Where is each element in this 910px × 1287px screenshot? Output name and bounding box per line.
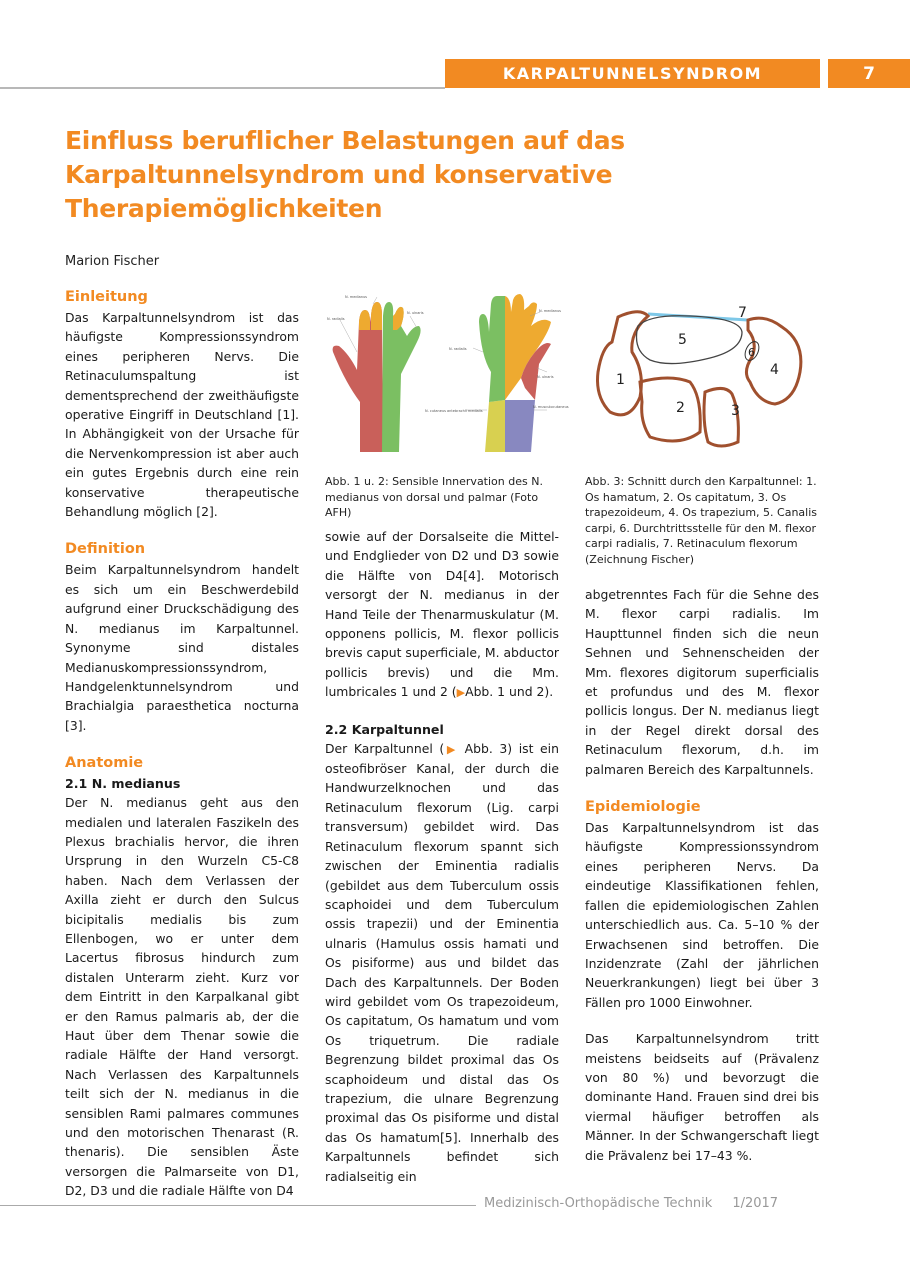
bone-2 bbox=[640, 378, 700, 441]
label-radialis-dorsal: N. radialis bbox=[327, 317, 345, 321]
text-karpaltunnel-pre: Der Karpaltunnel ( bbox=[325, 740, 445, 756]
author: Marion Fischer bbox=[65, 254, 160, 269]
heading-anatomie: Anatomie bbox=[65, 755, 144, 772]
paragraph-medianus: Der N. medianus geht aus den medialen und lateralen Faszikeln des Plexus brachialis hervor, die ihren Ursprung in den Wurzeln C5-C8 haben. Nach dem Verlassen der Axilla zieht er durch den Sulcus bicipitalis medialis bis zum Ellenbogen, wo er unter dem Lacertus fibrosus hindurch zum distalen Unterarm zieht. Kurz vor dem Eintritt in den Karpalkanal gibt er den Ramus palmaris ab, der die Haut über dem Thenar sowie die radiale Hälfte der Hand versorgt. Nach Verlassen des Karpaltunnels teilt sich der N. medianus in die sensiblen Rami palmares communes und den motorischen Thenarast (R. thenaris). Die sensiblen Äste versorgen die Palmarseite von D1, D2, D3 und die radiale Hälfte von D4 bbox=[65, 795, 299, 1199]
fig3-label-5: 5 bbox=[678, 332, 687, 348]
label-medianus-palmar: N. medianus bbox=[539, 309, 562, 313]
hands-illustration bbox=[325, 292, 569, 452]
paragraph-karpaltunnel bbox=[325, 739, 559, 1186]
heading-epidemiologie: Epidemiologie bbox=[585, 799, 701, 816]
column-2 bbox=[325, 527, 559, 1186]
paragraph-definition: Beim Karpaltunnelsyndrom handelt es sich um ein Beschwerdebild aufgrund einer Druckschädigung des N. medianus im Karpaltunnel. Synonyme sind distales Medianuskompressionssyndrom, Handgelenktunnelsyndrom und Brachialgia paraesthetica nocturna [3]. bbox=[65, 562, 299, 733]
label-musculocutaneus: N. musculocutaneus bbox=[533, 405, 569, 409]
heading-definition: Definition bbox=[65, 541, 146, 558]
triangle-ref-icon: ▶ bbox=[444, 742, 459, 756]
label-medianus-dorsal: N. medianus bbox=[345, 295, 368, 299]
paragraph-karpaltunnel-cont: abgetrenntes Fach für die Sehne des M. flexor carpi radialis. Im Haupttunnel finden sich die neun Sehnen und Sehnenscheiden der Mm. flexores digitorum superficialis et profundus und des M. flexor pollicis longus. Der N. medianus liegt in der Regel direkt dorsal des Retinaculum flexorum, d.h. im palmaren Bereich des Karpaltunnels. bbox=[585, 587, 819, 777]
label-ulnaris-dorsal: N. ulnaris bbox=[407, 311, 424, 315]
fig3-label-7: 7 bbox=[738, 305, 747, 321]
canalis-carpi bbox=[637, 316, 743, 364]
fig3-label-4: 4 bbox=[770, 362, 779, 378]
journal-name: Medizinisch-Orthopädische Technik bbox=[484, 1196, 713, 1211]
section-banner: KARPALTUNNELSYNDROM bbox=[445, 59, 820, 88]
figure-3-caption: Abb. 3: Schnitt durch den Karpaltunnel: 1. Os hamatum, 2. Os capitatum, 3. Os trapezoideum, 4. Os trapezium, 5. Canalis carpi, 6. Durchtrittsstelle für den M. flexor carpi radialis, 7. Retinaculum flexorum (Zeichnung Fischer) bbox=[585, 475, 817, 566]
heading-einleitung: Einleitung bbox=[65, 289, 148, 305]
label-ulnaris-palmar: N. ulnaris bbox=[537, 375, 554, 379]
fig3-label-6: 6 bbox=[748, 346, 755, 359]
paragraph-einleitung: Das Karpaltunnelsyndrom ist das häufigste Kompressionssyndrom eines peripheren Nervs. Die Retinaculumspaltung ist dementsprechend der zweithäufigste operative Eingriff in Deutschland [1]. In Abhängigkeit von der Ursache für die Nervenkompression ist aber auch ein gutes Ergebnis durch eine rein konservative therapeutische Behandlung möglich [2]. bbox=[65, 310, 299, 520]
article-title: Einfluss beruflicher Belastungen auf das Karpaltunnelsyndrom und konservative Therapiemöglichkeiten bbox=[65, 126, 625, 223]
subheading-medianus: 2.1 N. medianus bbox=[65, 776, 181, 792]
column-1 bbox=[65, 286, 299, 1201]
paragraph-medianus-cont bbox=[325, 527, 559, 703]
dorsal-hand bbox=[327, 295, 424, 452]
subheading-karpaltunnel: 2.2 Karpaltunnel bbox=[325, 721, 444, 737]
carpal-tunnel-drawing bbox=[590, 302, 815, 452]
ref-abb-1-2[interactable]: Abb. 1 und 2). bbox=[465, 684, 554, 700]
ref-abb-3[interactable]: Abb. 3) bbox=[458, 740, 513, 756]
figure-hands bbox=[325, 292, 569, 452]
header-rule bbox=[0, 87, 445, 89]
label-radialis-palmar: N. radialis bbox=[449, 347, 467, 351]
fig3-label-2: 2 bbox=[676, 400, 685, 416]
fig3-label-3: 3 bbox=[731, 403, 740, 419]
footer-rule bbox=[0, 1205, 476, 1206]
paragraph-epidemiologie-1: Das Karpaltunnelsyndrom ist das häufigste Kompressionssyndrom eines peripheren Nervs. Da eindeutige Klassifikationen fehlen, fallen die epidemiologischen Zahlen unterschiedlich aus. Ca. 5–10 % der Erwachsenen sind betroffen. Die Inzidenzrate (Zahl der jährlichen Neuerkrankungen) liegt bei über 3 Fällen pro 1000 Einwohner. bbox=[585, 820, 819, 1010]
issue-number: 1/2017 bbox=[732, 1196, 779, 1211]
column-3 bbox=[585, 585, 819, 1165]
palmar-hand bbox=[425, 294, 569, 452]
paragraph-epidemiologie-2: Das Karpaltunnelsyndrom tritt meistens beidseits auf (Prävalenz von 80 %) und bevorzugt die dominante Hand. Frauen sind drei bis viermal häufiger betroffen als Männer. In der Schwangerschaft liegt die Prävalenz bei 17–43 %. bbox=[585, 1031, 819, 1163]
footer bbox=[484, 1196, 778, 1211]
text-karpaltunnel: ist ein osteofibröser Kanal, der durch die Handwurzelknochen und das Retinaculum flexorum (Lig. carpi transversum) gebildet wird. Das Retinaculum flexorum spannt sich zwischen der Eminentia radialis (gebildet aus dem Tuberculum ossis scaphoidei und dem Tuberculum ossis trapezii) und der Eminentia ulnaris (Hamulus ossis hamati und Os pisiforme) aus und bildet das Dach des Karpaltunnels. Der Boden wird gebildet vom Os trapezoideum, Os capitatum, Os hamatum und vom Os triquetrum. Die radiale Begrenzung bildet proximal das Os scaphoideum und distal das Os trapezium, die ulnare Begrenzung proximal das Os pisiforme und distal das Os hamatum[5]. Innerhalb des Karpaltunnels befindet sich radialseitig ein bbox=[325, 740, 559, 1184]
text-medianus-cont: sowie auf der Dorsalseite die Mittel- und Endglieder von D2 und D3 sowie die Hälfte von D4[4]. Motorisch versorgt der N. medianus in der Hand Teile der Thenarmuskulatur (M. opponens pollicis, M. flexor pollicis brevis caput superficiale, M. abductor pollicis brevis) und die Mm. lumbricales 1 und 2 ( bbox=[325, 529, 559, 700]
fig3-label-1: 1 bbox=[616, 372, 625, 388]
label-cutaneus: N. cutaneus antebrachii medialis bbox=[425, 409, 483, 413]
figure-carpal-tunnel bbox=[590, 302, 815, 452]
page-number: 7 bbox=[828, 59, 910, 88]
figure-1-2-caption: Abb. 1 u. 2: Sensible Innervation des N. medianus von dorsal und palmar (Foto AFH) bbox=[325, 475, 543, 520]
triangle-ref-icon: ▶ bbox=[456, 686, 466, 700]
